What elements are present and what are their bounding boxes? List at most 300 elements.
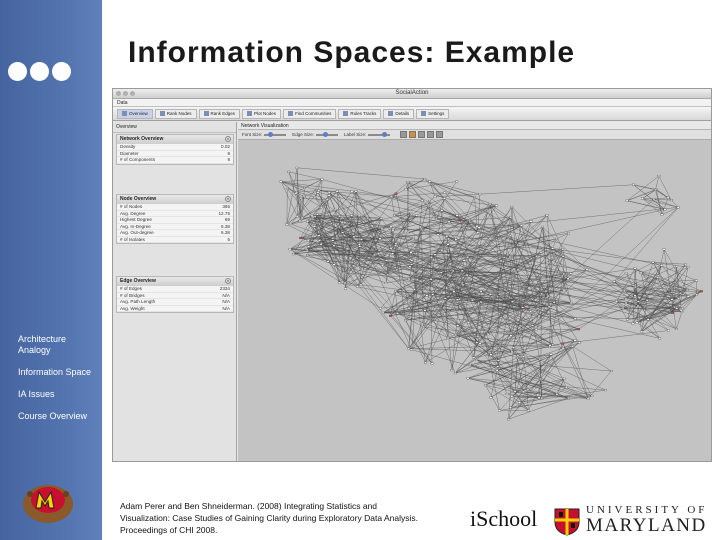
- graph-node[interactable]: [496, 370, 498, 372]
- graph-node[interactable]: [677, 207, 679, 209]
- graph-node[interactable]: [640, 331, 642, 333]
- graph-node[interactable]: [660, 265, 662, 267]
- graph-node[interactable]: [313, 225, 315, 227]
- graph-node[interactable]: [467, 321, 469, 323]
- graph-node[interactable]: [667, 330, 669, 332]
- graph-node[interactable]: [328, 195, 330, 197]
- graph-node[interactable]: [571, 345, 573, 347]
- graph-node[interactable]: [391, 253, 393, 255]
- graph-node[interactable]: [333, 245, 335, 247]
- toolbar-overview-button[interactable]: [117, 109, 153, 119]
- graph-node[interactable]: [420, 228, 422, 230]
- graph-node[interactable]: [574, 340, 576, 342]
- graph-node[interactable]: [476, 225, 478, 227]
- graph-node[interactable]: [507, 418, 509, 420]
- graph-node[interactable]: [476, 342, 478, 344]
- graph-node[interactable]: [524, 308, 526, 310]
- graph-node[interactable]: [326, 199, 328, 201]
- graph-node[interactable]: [467, 378, 469, 380]
- graph-node[interactable]: [317, 191, 319, 193]
- collapse-icon[interactable]: ×: [226, 136, 230, 141]
- graph-node[interactable]: [625, 298, 627, 300]
- graph-node[interactable]: [468, 219, 470, 221]
- graph-node[interactable]: [446, 236, 448, 238]
- graph-node[interactable]: [562, 255, 564, 257]
- graph-node[interactable]: [569, 273, 571, 275]
- graph-node[interactable]: [301, 217, 303, 219]
- graph-node[interactable]: [407, 232, 409, 234]
- toolbar-details-button[interactable]: [383, 109, 414, 119]
- graph-node[interactable]: [578, 342, 580, 344]
- graph-node[interactable]: [509, 256, 511, 258]
- graph-node[interactable]: [634, 295, 636, 297]
- graph-node[interactable]: [515, 272, 517, 274]
- graph-node[interactable]: [303, 195, 305, 197]
- graph-node[interactable]: [487, 333, 489, 335]
- graph-node[interactable]: [454, 372, 456, 374]
- graph-node[interactable]: [591, 395, 593, 397]
- nav-item-architecture-analogy[interactable]: Architecture Analogy: [18, 334, 67, 355]
- graph-node[interactable]: [636, 322, 638, 324]
- graph-node[interactable]: [441, 209, 443, 211]
- graph-node[interactable]: [510, 335, 512, 337]
- graph-node[interactable]: [377, 253, 379, 255]
- graph-node[interactable]: [424, 310, 426, 312]
- graph-node[interactable]: [538, 397, 540, 399]
- graph-node[interactable]: [518, 402, 520, 404]
- graph-node[interactable]: [441, 249, 443, 251]
- graph-node[interactable]: [350, 215, 352, 217]
- graph-node[interactable]: [457, 325, 459, 327]
- edge-size-slider[interactable]: [292, 132, 338, 137]
- slider-track[interactable]: [368, 134, 390, 136]
- graph-node[interactable]: [353, 236, 355, 238]
- graph-node[interactable]: [646, 300, 648, 302]
- graph-node[interactable]: [381, 264, 383, 266]
- graph-node[interactable]: [622, 307, 624, 309]
- graph-node[interactable]: [290, 223, 292, 225]
- graph-node[interactable]: [472, 357, 474, 359]
- graph-node[interactable]: [359, 246, 361, 248]
- graph-node[interactable]: [640, 272, 642, 274]
- graph-node[interactable]: [385, 268, 387, 270]
- graph-node[interactable]: [657, 275, 659, 277]
- graph-node[interactable]: [511, 396, 513, 398]
- graph-node[interactable]: [625, 272, 627, 274]
- graph-node[interactable]: [696, 294, 698, 296]
- graph-node[interactable]: [487, 210, 489, 212]
- graph-node[interactable]: [527, 410, 529, 412]
- graph-node[interactable]: [382, 312, 384, 314]
- graph-node[interactable]: [511, 206, 513, 208]
- graph-node[interactable]: [563, 273, 565, 275]
- toolbar-rank-edges-button[interactable]: [199, 109, 241, 119]
- graph-node[interactable]: [393, 214, 395, 216]
- menu-data[interactable]: Data: [113, 99, 711, 107]
- collapse-icon[interactable]: ×: [226, 196, 230, 201]
- graph-node[interactable]: [570, 302, 572, 304]
- graph-node[interactable]: [511, 351, 513, 353]
- graph-node[interactable]: [344, 282, 346, 284]
- graph-node[interactable]: [314, 196, 316, 198]
- layout-icon[interactable]: [418, 131, 425, 138]
- collapse-icon[interactable]: ×: [226, 278, 230, 283]
- graph-node[interactable]: [404, 319, 406, 321]
- graph-node[interactable]: [366, 217, 368, 219]
- graph-node[interactable]: [675, 266, 677, 268]
- graph-node[interactable]: [490, 397, 492, 399]
- slider-knob[interactable]: [382, 132, 387, 137]
- graph-node[interactable]: [448, 221, 450, 223]
- graph-node[interactable]: [429, 181, 431, 183]
- graph-node[interactable]: [408, 278, 410, 280]
- graph-node[interactable]: [426, 295, 428, 297]
- graph-node[interactable]: [659, 338, 661, 340]
- graph-node[interactable]: [623, 290, 625, 292]
- graph-node[interactable]: [509, 235, 511, 237]
- graph-node[interactable]: [551, 248, 553, 250]
- color-mode-icon[interactable]: [409, 131, 416, 138]
- graph-node[interactable]: [373, 254, 375, 256]
- graph-node[interactable]: [469, 364, 471, 366]
- graph-node[interactable]: [567, 232, 569, 234]
- graph-node[interactable]: [509, 216, 511, 218]
- graph-node[interactable]: [360, 238, 362, 240]
- graph-node[interactable]: [466, 274, 468, 276]
- graph-node[interactable]: [567, 397, 569, 399]
- graph-node[interactable]: [349, 261, 351, 263]
- network-graph[interactable]: [238, 141, 711, 461]
- label-size-slider[interactable]: [344, 132, 390, 137]
- graph-node[interactable]: [295, 191, 297, 193]
- graph-node[interactable]: [444, 298, 446, 300]
- graph-node[interactable]: [386, 274, 388, 276]
- graph-node[interactable]: [408, 307, 410, 309]
- graph-node[interactable]: [681, 311, 683, 313]
- graph-node[interactable]: [675, 279, 677, 281]
- graph-node[interactable]: [615, 301, 617, 303]
- graph-node[interactable]: [531, 325, 533, 327]
- graph-node[interactable]: [393, 236, 395, 238]
- graph-node[interactable]: [471, 299, 473, 301]
- graph-node[interactable]: [626, 319, 628, 321]
- graph-node[interactable]: [333, 264, 335, 266]
- graph-node[interactable]: [307, 239, 309, 241]
- graph-node[interactable]: [456, 299, 458, 301]
- graph-node[interactable]: [681, 307, 683, 309]
- toolbar-find-communities-button[interactable]: [283, 109, 336, 119]
- slider-track[interactable]: [316, 134, 338, 136]
- graph-node[interactable]: [653, 198, 655, 200]
- graph-node[interactable]: [511, 301, 513, 303]
- graph-node[interactable]: [356, 286, 358, 288]
- graph-node[interactable]: [390, 196, 392, 198]
- graph-node[interactable]: [410, 252, 412, 254]
- graph-node[interactable]: [394, 290, 396, 292]
- graph-node[interactable]: [407, 348, 409, 350]
- graph-node[interactable]: [577, 328, 579, 330]
- graph-node[interactable]: [495, 205, 497, 207]
- graph-node[interactable]: [678, 305, 680, 307]
- graph-node[interactable]: [437, 234, 439, 236]
- graph-node[interactable]: [652, 262, 654, 264]
- graph-node[interactable]: [480, 301, 482, 303]
- graph-node[interactable]: [671, 299, 673, 301]
- graph-node[interactable]: [610, 370, 612, 372]
- graph-node[interactable]: [632, 184, 634, 186]
- graph-node[interactable]: [496, 366, 498, 368]
- graph-node[interactable]: [522, 307, 524, 309]
- graph-node[interactable]: [535, 255, 537, 257]
- graph-node[interactable]: [541, 226, 543, 228]
- graph-node[interactable]: [338, 282, 340, 284]
- graph-node[interactable]: [539, 358, 541, 360]
- grid-view-icon[interactable]: [400, 131, 407, 138]
- graph-node[interactable]: [506, 393, 508, 395]
- graph-node[interactable]: [395, 193, 397, 195]
- graph-node[interactable]: [453, 291, 455, 293]
- graph-node[interactable]: [562, 248, 564, 250]
- graph-node[interactable]: [684, 263, 686, 265]
- graph-node[interactable]: [431, 363, 433, 365]
- slider-knob[interactable]: [268, 132, 273, 137]
- graph-node[interactable]: [307, 246, 309, 248]
- graph-node[interactable]: [390, 226, 392, 228]
- graph-node[interactable]: [443, 313, 445, 315]
- graph-node[interactable]: [392, 229, 394, 231]
- graph-node[interactable]: [498, 410, 500, 412]
- network-graph-canvas[interactable]: [238, 141, 711, 461]
- graph-node[interactable]: [654, 189, 656, 191]
- graph-node[interactable]: [296, 167, 298, 169]
- graph-node[interactable]: [562, 343, 564, 345]
- graph-node[interactable]: [435, 218, 437, 220]
- graph-node[interactable]: [410, 264, 412, 266]
- graph-node[interactable]: [641, 198, 643, 200]
- graph-node[interactable]: [687, 266, 689, 268]
- graph-node[interactable]: [658, 175, 660, 177]
- graph-node[interactable]: [479, 343, 481, 345]
- graph-node[interactable]: [516, 357, 518, 359]
- graph-node[interactable]: [344, 288, 346, 290]
- graph-node[interactable]: [670, 199, 672, 201]
- graph-node[interactable]: [547, 295, 549, 297]
- graph-node[interactable]: [356, 264, 358, 266]
- graph-node[interactable]: [462, 284, 464, 286]
- graph-node[interactable]: [337, 223, 339, 225]
- graph-node[interactable]: [529, 310, 531, 312]
- graph-node[interactable]: [292, 253, 294, 255]
- graph-node[interactable]: [338, 215, 340, 217]
- graph-node[interactable]: [434, 196, 436, 198]
- graph-node[interactable]: [587, 398, 589, 400]
- graph-node[interactable]: [522, 391, 524, 393]
- graph-node[interactable]: [522, 356, 524, 358]
- graph-node[interactable]: [355, 190, 357, 192]
- graph-node[interactable]: [454, 334, 456, 336]
- graph-node[interactable]: [695, 280, 697, 282]
- graph-node[interactable]: [415, 215, 417, 217]
- graph-node[interactable]: [410, 349, 412, 351]
- graph-node[interactable]: [443, 198, 445, 200]
- graph-node[interactable]: [390, 247, 392, 249]
- graph-node[interactable]: [306, 254, 308, 256]
- graph-node[interactable]: [296, 215, 298, 217]
- graph-node[interactable]: [280, 181, 282, 183]
- graph-node[interactable]: [289, 248, 291, 250]
- graph-node[interactable]: [661, 214, 663, 216]
- graph-node[interactable]: [677, 298, 679, 300]
- graph-node[interactable]: [432, 294, 434, 296]
- graph-node[interactable]: [396, 312, 398, 314]
- graph-node[interactable]: [634, 286, 636, 288]
- graph-node[interactable]: [385, 282, 387, 284]
- graph-node[interactable]: [667, 197, 669, 199]
- graph-node[interactable]: [456, 215, 458, 217]
- graph-node[interactable]: [424, 362, 426, 364]
- graph-node[interactable]: [411, 260, 413, 262]
- toolbar-rules-tracks-button[interactable]: [338, 109, 381, 119]
- graph-node[interactable]: [546, 214, 548, 216]
- graph-node[interactable]: [318, 239, 320, 241]
- graph-node[interactable]: [412, 237, 414, 239]
- graph-node[interactable]: [286, 188, 288, 190]
- graph-node[interactable]: [361, 268, 363, 270]
- graph-node[interactable]: [430, 278, 432, 280]
- graph-node[interactable]: [321, 179, 323, 181]
- graph-node[interactable]: [451, 369, 453, 371]
- graph-node[interactable]: [553, 301, 555, 303]
- graph-node[interactable]: [565, 386, 567, 388]
- graph-node[interactable]: [520, 225, 522, 227]
- graph-node[interactable]: [456, 181, 458, 183]
- graph-node[interactable]: [288, 171, 290, 173]
- graph-node[interactable]: [632, 323, 634, 325]
- graph-node[interactable]: [541, 397, 543, 399]
- graph-node[interactable]: [687, 296, 689, 298]
- graph-node[interactable]: [358, 244, 360, 246]
- graph-node[interactable]: [475, 359, 477, 361]
- graph-node[interactable]: [555, 238, 557, 240]
- graph-node[interactable]: [535, 329, 537, 331]
- graph-node[interactable]: [341, 232, 343, 234]
- export-icon[interactable]: [436, 131, 443, 138]
- graph-node[interactable]: [671, 312, 673, 314]
- graph-node[interactable]: [306, 249, 308, 251]
- graph-node[interactable]: [405, 188, 407, 190]
- graph-node[interactable]: [586, 269, 588, 271]
- graph-node[interactable]: [379, 238, 381, 240]
- graph-node[interactable]: [563, 289, 565, 291]
- graph-node[interactable]: [552, 344, 554, 346]
- graph-node[interactable]: [416, 279, 418, 281]
- graph-node[interactable]: [332, 240, 334, 242]
- graph-node[interactable]: [407, 181, 409, 183]
- nav-item-ia-issues[interactable]: IA Issues: [18, 389, 55, 399]
- graph-node[interactable]: [395, 243, 397, 245]
- graph-node[interactable]: [512, 347, 514, 349]
- graph-node[interactable]: [686, 289, 688, 291]
- graph-node[interactable]: [428, 200, 430, 202]
- graph-node[interactable]: [548, 306, 550, 308]
- graph-node[interactable]: [447, 244, 449, 246]
- graph-node[interactable]: [497, 277, 499, 279]
- graph-node[interactable]: [381, 228, 383, 230]
- toolbar-plot-nodes-button[interactable]: [242, 109, 281, 119]
- toolbar-rank-nodes-button[interactable]: [155, 109, 197, 119]
- graph-node[interactable]: [664, 209, 666, 211]
- graph-node[interactable]: [562, 347, 564, 349]
- graph-node[interactable]: [477, 302, 479, 304]
- graph-node[interactable]: [539, 378, 541, 380]
- graph-node[interactable]: [311, 215, 313, 217]
- graph-node[interactable]: [422, 326, 424, 328]
- graph-node[interactable]: [394, 245, 396, 247]
- nav-item-information-space[interactable]: Information Space: [18, 367, 92, 377]
- graph-node[interactable]: [455, 239, 457, 241]
- graph-node[interactable]: [327, 261, 329, 263]
- graph-node[interactable]: [430, 256, 432, 258]
- graph-node[interactable]: [634, 268, 636, 270]
- graph-node[interactable]: [424, 178, 426, 180]
- graph-node[interactable]: [549, 345, 551, 347]
- graph-node[interactable]: [497, 360, 499, 362]
- graph-node[interactable]: [336, 235, 338, 237]
- graph-node[interactable]: [410, 212, 412, 214]
- graph-node[interactable]: [328, 191, 330, 193]
- graph-node[interactable]: [303, 187, 305, 189]
- graph-node[interactable]: [409, 266, 411, 268]
- graph-node[interactable]: [343, 272, 345, 274]
- graph-node[interactable]: [320, 243, 322, 245]
- graph-node[interactable]: [351, 191, 353, 193]
- graph-node[interactable]: [563, 378, 565, 380]
- graph-node[interactable]: [306, 221, 308, 223]
- graph-node[interactable]: [477, 232, 479, 234]
- graph-node[interactable]: [463, 260, 465, 262]
- graph-node[interactable]: [637, 301, 639, 303]
- graph-node[interactable]: [316, 214, 318, 216]
- graph-node[interactable]: [459, 219, 461, 221]
- graph-node[interactable]: [490, 354, 492, 356]
- graph-node[interactable]: [637, 305, 639, 307]
- graph-node[interactable]: [523, 361, 525, 363]
- graph-node[interactable]: [466, 256, 468, 258]
- graph-node[interactable]: [421, 200, 423, 202]
- graph-node[interactable]: [320, 206, 322, 208]
- graph-node[interactable]: [514, 391, 516, 393]
- graph-node[interactable]: [440, 272, 442, 274]
- graph-node[interactable]: [379, 308, 381, 310]
- graph-node[interactable]: [675, 328, 677, 330]
- graph-node[interactable]: [625, 302, 627, 304]
- graph-node[interactable]: [479, 193, 481, 195]
- graph-node[interactable]: [358, 215, 360, 217]
- graph-node[interactable]: [484, 384, 486, 386]
- graph-node[interactable]: [360, 284, 362, 286]
- graph-node[interactable]: [647, 319, 649, 321]
- graph-node[interactable]: [604, 389, 606, 391]
- graph-node[interactable]: [480, 291, 482, 293]
- slider-knob[interactable]: [323, 132, 328, 137]
- graph-node[interactable]: [413, 288, 415, 290]
- slider-track[interactable]: [264, 134, 286, 136]
- graph-node[interactable]: [663, 249, 665, 251]
- graph-node[interactable]: [452, 270, 454, 272]
- graph-node[interactable]: [286, 223, 288, 225]
- graph-node[interactable]: [396, 269, 398, 271]
- graph-node[interactable]: [334, 209, 336, 211]
